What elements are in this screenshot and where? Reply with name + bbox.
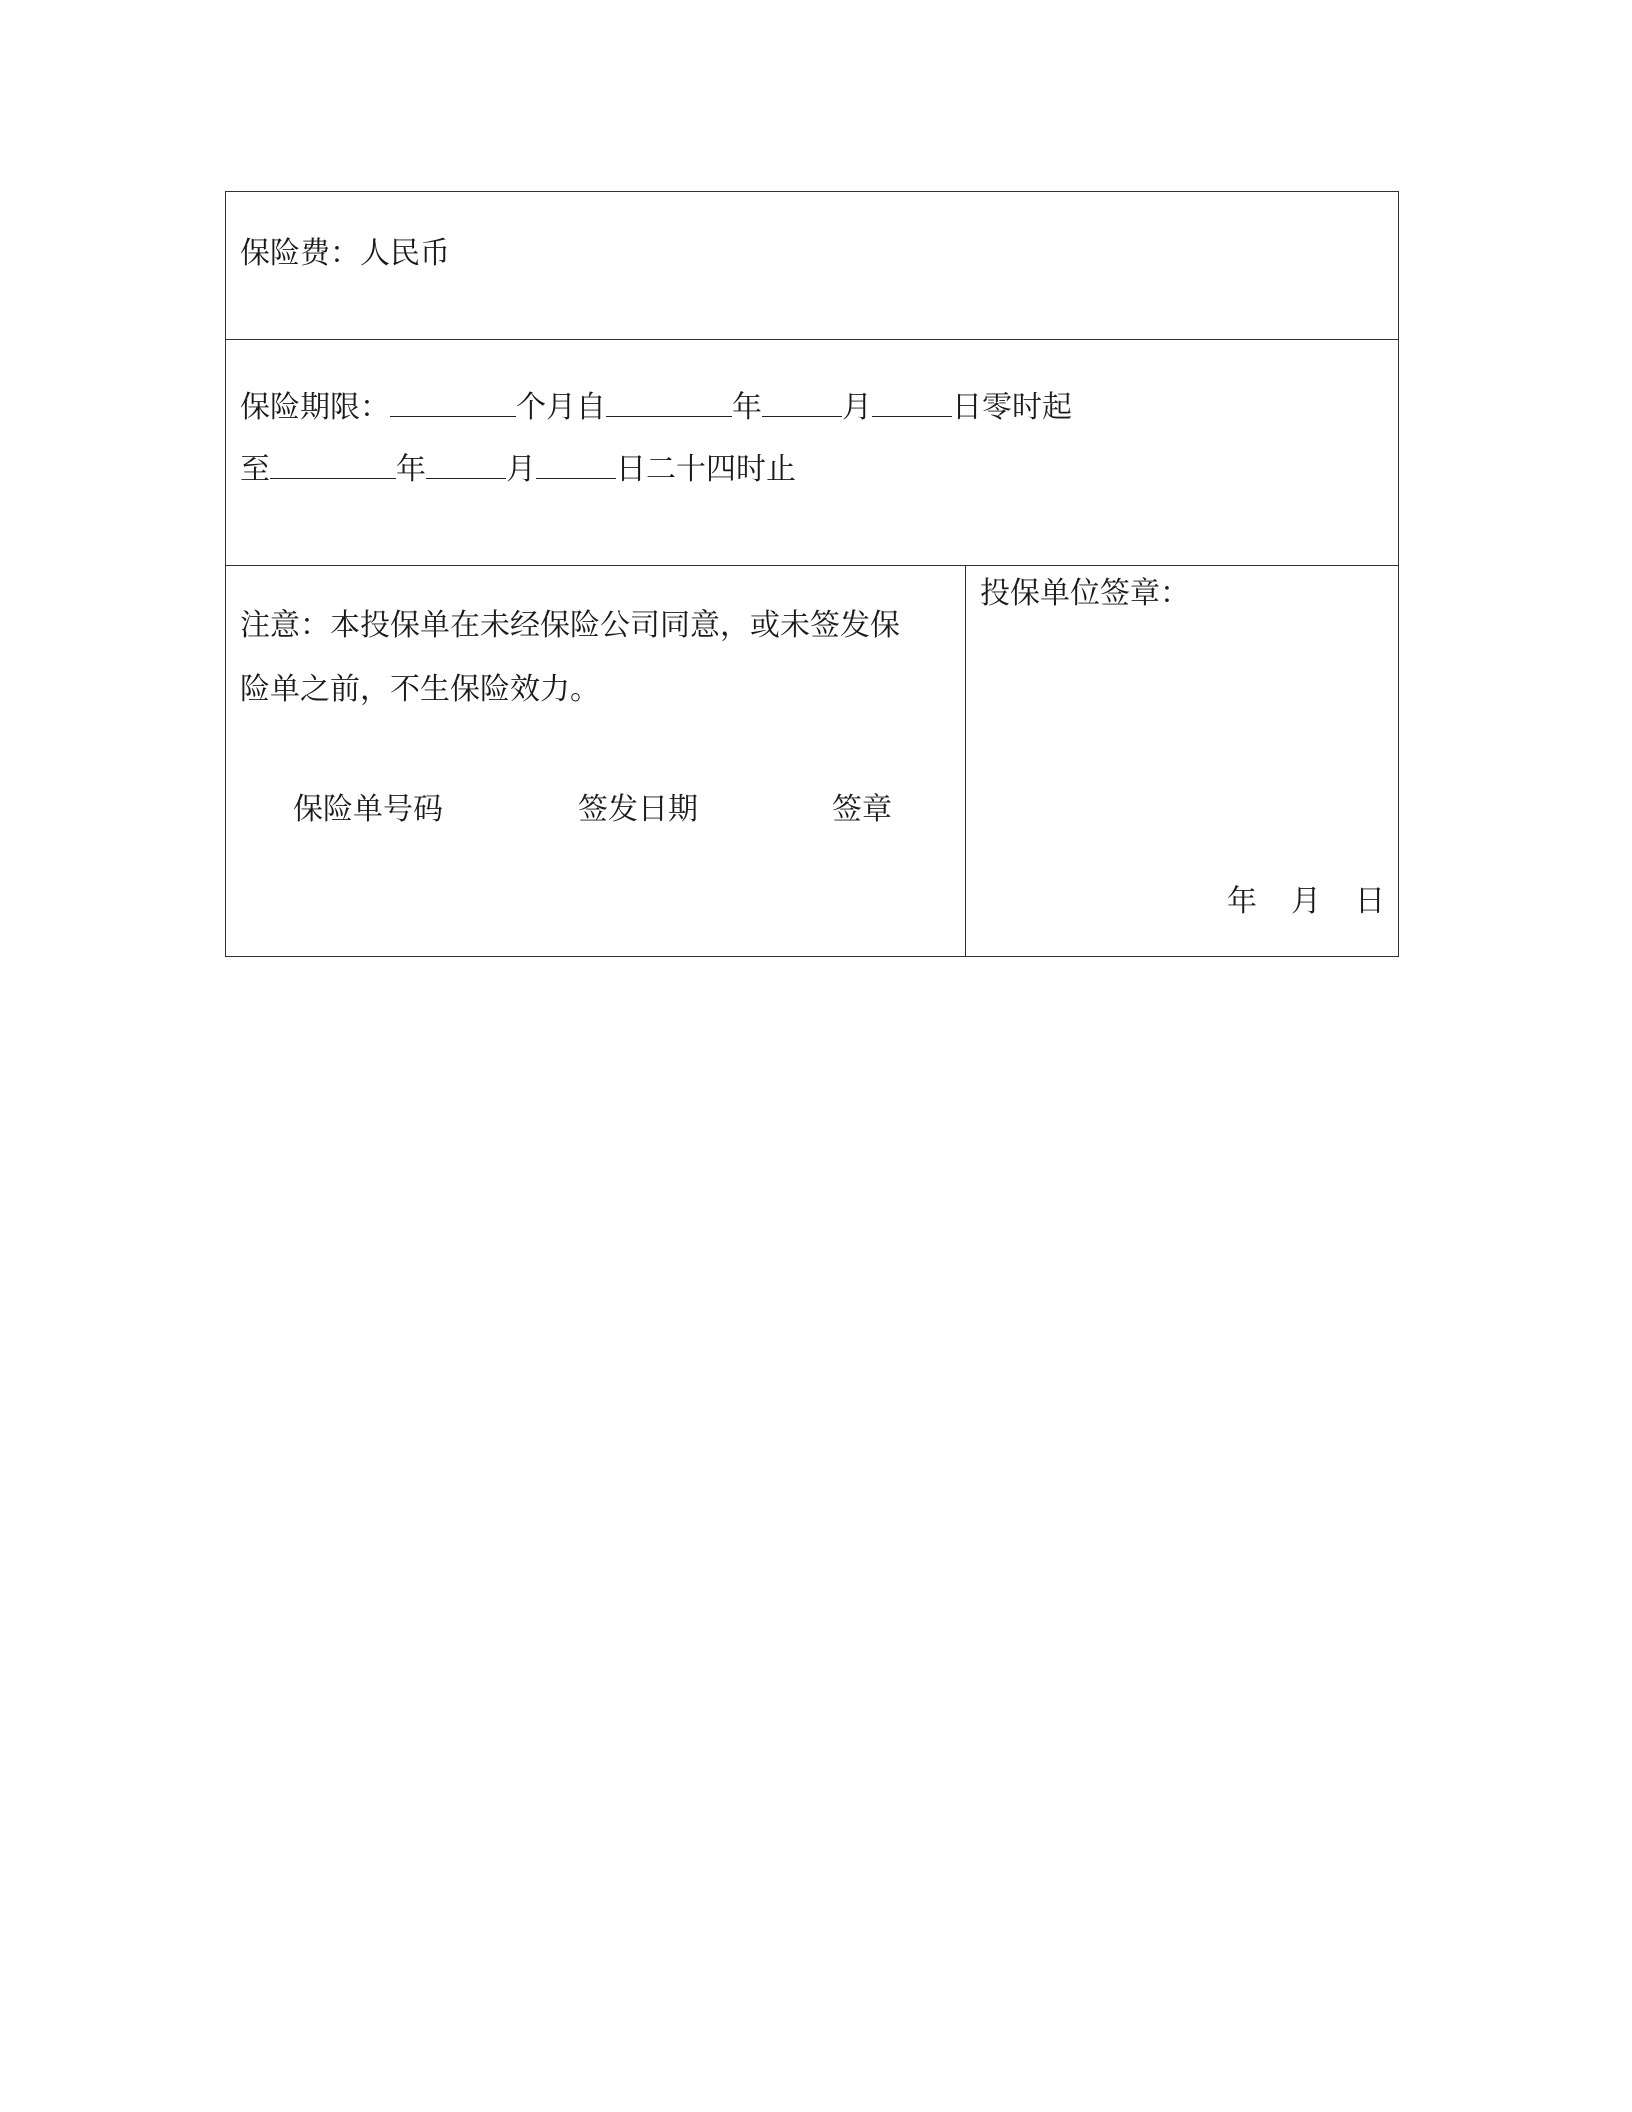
- insurance-period-row: [226, 340, 1398, 566]
- policy-number-label: 保险单号码: [293, 792, 443, 827]
- notice-and-seal-row: [226, 566, 1398, 956]
- notice-line-1: 注意：本投保单在未经保险公司同意，或未签发保: [240, 608, 900, 643]
- seal-label: 签章: [832, 792, 892, 827]
- applicant-seal-cell: [966, 566, 1398, 956]
- start-year-blank[interactable]: [606, 390, 732, 417]
- end-month-blank[interactable]: [426, 452, 506, 479]
- start-month-label: 月: [842, 390, 872, 425]
- period-line-start: [240, 390, 1072, 426]
- notice-cell: [226, 566, 966, 956]
- end-month-label: 月: [506, 452, 536, 487]
- issue-date-label: 签发日期: [578, 792, 698, 827]
- end-year-label: 年: [396, 452, 426, 487]
- start-year-label: 年: [732, 390, 762, 425]
- end-day-blank[interactable]: [536, 452, 616, 479]
- notice-line-2: 险单之前，不生保险效力。: [240, 672, 600, 707]
- end-day-label: 日二十四时止: [616, 452, 796, 487]
- applicant-date-year: 年: [1227, 884, 1257, 919]
- applicant-seal-label: 投保单位签章：: [980, 576, 1190, 611]
- premium-label: 保险费：人民币: [240, 236, 450, 271]
- start-day-blank[interactable]: [872, 390, 952, 417]
- premium-row: [226, 192, 1398, 340]
- to-prefix: 至: [240, 452, 270, 487]
- applicant-date-day: 日: [1355, 884, 1385, 919]
- applicant-date-month: 月: [1291, 884, 1321, 919]
- months-suffix: 个月自: [516, 390, 606, 425]
- months-blank[interactable]: [390, 390, 516, 417]
- end-year-blank[interactable]: [270, 452, 396, 479]
- period-label: 保险期限：: [240, 390, 390, 425]
- start-month-blank[interactable]: [762, 390, 842, 417]
- start-day-label: 日零时起: [952, 390, 1072, 425]
- period-line-end: [240, 452, 796, 488]
- insurance-application-form: [225, 191, 1399, 957]
